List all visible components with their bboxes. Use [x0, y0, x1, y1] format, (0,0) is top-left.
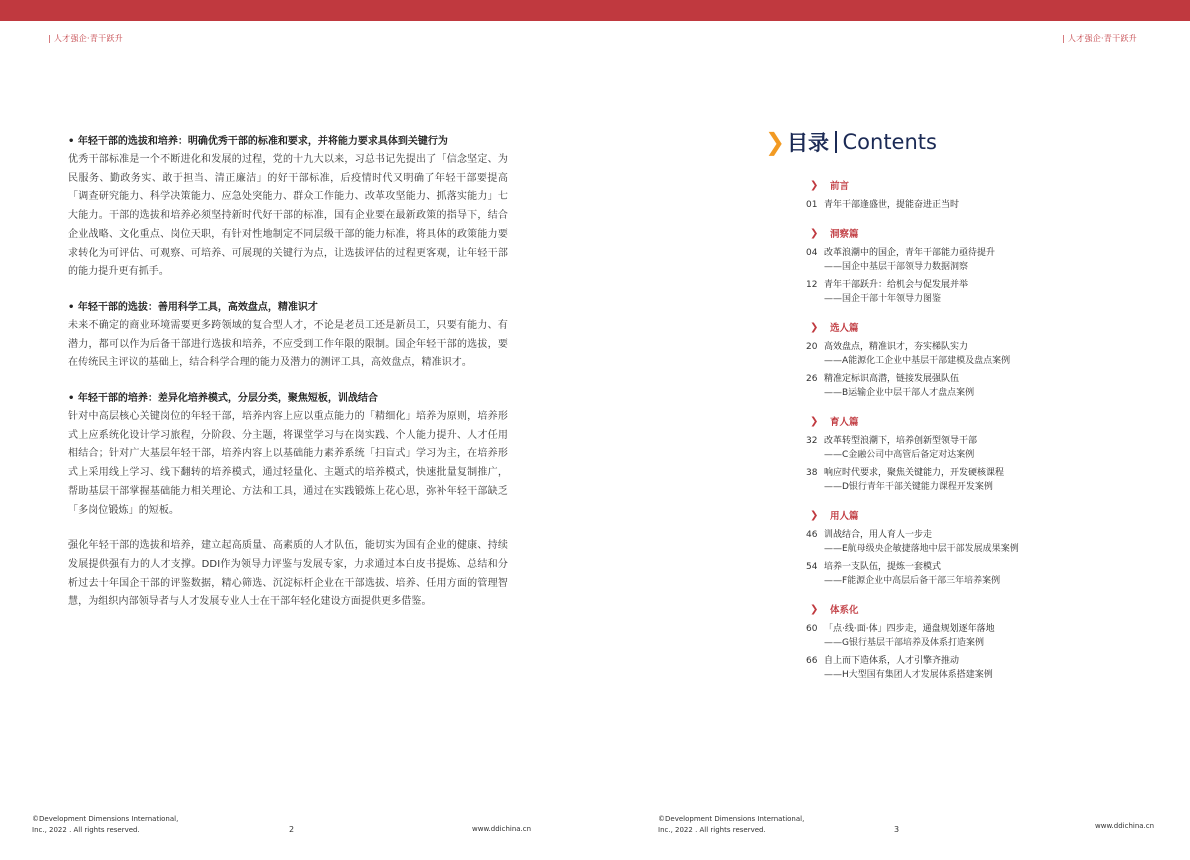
left-page-body: [68, 133, 508, 629]
toc-entry-subtitle: ——B运输企业中层干部人才盘点案例: [824, 388, 975, 398]
chevron-right-icon: ❯: [810, 227, 819, 239]
toc-entry-subtitle: ——C金融公司中高管后备定对达案例: [824, 450, 975, 460]
toc-page-number: 32: [806, 436, 818, 446]
toc-page-number: 12: [806, 280, 818, 290]
toc-page-number: 60: [806, 624, 818, 634]
toc-entry[interactable]: [806, 622, 1066, 650]
toc-group-selection: [806, 320, 1066, 400]
table-of-contents: [806, 178, 1066, 696]
toc-entry-subtitle: ——G银行基层干部培养及体系打造案例: [824, 638, 984, 648]
toc-entry-subtitle: ——D银行青年干部关键能力课程开发案例: [824, 482, 993, 492]
toc-entry[interactable]: [806, 654, 1066, 682]
toc-group-label: 前言: [830, 181, 850, 192]
toc-entry-title: 「点·线·面·体」四步走，通盘规划逐年落地: [824, 624, 995, 634]
toc-group-header: [806, 508, 1066, 522]
toc-group-label: 体系化: [830, 605, 859, 616]
copyright-line-1: ©Development Dimensions International,: [32, 815, 179, 823]
toc-page-number: 38: [806, 468, 818, 478]
toc-group-header: [806, 320, 1066, 334]
section-paragraph: 优秀干部标准是一个不断进化和发展的过程，党的十九大以来，习总书记先提出了「信念坚定、为民服务、勤政务实、敢于担当、清正廉洁」的好干部标准，后疫情时代又明确了年轻干部要提高「调查研究能力、科学决策能力、应急处突能力、群众工作能力、改革攻坚能力、抓落实能力」七大能力。干部的选拔和培养必须坚持新时代好干部的标准，国有企业要在最新政策的指导下，结合企业战略、文化重点、岗位天职，有针对性地制定不同层级干部的能力标准，将具体的政策能力要求转化为可评估、可观察、可培养、可展现的关键行为点，让选拔评估的过程更客观，让年轻干部的能力提升更有抓手。: [68, 154, 508, 278]
chevron-right-icon: ❯: [810, 603, 819, 615]
section-heading: • 年轻干部的选拔和培养：明确优秀干部的标准和要求，并将能力要求具体到关键行为: [68, 136, 448, 147]
toc-entry[interactable]: [806, 246, 1066, 274]
toc-entry-title: 响应时代要求，聚焦关键能力，开发硬核课程: [824, 468, 1005, 478]
section-paragraph: 针对中高层核心关键岗位的年轻干部，培养内容上应以重点能力的「精细化」培养为原则，培养形式上应系统化设计学习旅程，分阶段、分主题，将课堂学习与在岗实践、个人能力提升、人才任用相结合；针对广大基层年轻干部，培养内容上以基础能力素养系统「扫盲式」学习为主，在培养形式上采用线上学习、线下翻转的培养模式，通过轻量化、主题式的培养模式，快速批量复制推广，帮助基层干部掌握基础能力相关理论、方法和工具，通过在实践锻炼上花心思，弥补年轻干部缺乏「多岗位锻炼」的短板。: [68, 411, 508, 516]
toc-entry-title: 自上而下造体系，人才引擎齐推动: [824, 656, 960, 666]
section-paragraph: 未来不确定的商业环境需要更多跨领域的复合型人才，不论是老员工还是新员工，只要有能力、有潜力，都可以作为后备干部进行选拔和培养，不应受到工作年限的限制。国企年轻干部的选拔，要在传统民主评议的基础上，结合科学合理的能力及潜力的测评工具，高效盘点，精准识才。: [68, 319, 508, 369]
closing-paragraph: 强化年轻干部的选拔和培养，建立起高质量、高素质的人才队伍，能切实为国有企业的健康、持续发展提供强有力的人才支撑。DDI作为领导力评鉴与发展专家，力求通过本白皮书提炼、总结和分析过去十年国企干部的评鉴数据，精心筛选、沉淀标杆企业在干部选拔、培养、任用方面的管理智慧，为组织内部领导者与人才发展专业人士在干部年轻化建设方面提供更多借鉴。: [68, 540, 508, 608]
toc-entry-subtitle: ——A能源化工企业中基层干部建模及盘点案例: [824, 356, 1011, 366]
copyright-line-2: Inc., 2022 . All rights reserved.: [658, 826, 766, 834]
toc-group-label: 用人篇: [830, 511, 859, 522]
chevron-right-icon: ❯: [765, 128, 786, 156]
toc-page-number: 04: [806, 248, 818, 258]
toc-entry-title: 高效盘点，精准识才，夯实梯队实力: [824, 342, 969, 352]
section-selection-training: [68, 133, 508, 282]
copyright-line-1: ©Development Dimensions International,: [658, 815, 805, 823]
top-color-bar: [0, 0, 1190, 21]
toc-entry-title: 训战结合，用人育人一步走: [824, 530, 933, 540]
toc-entry-title: 培养一支队伍，提炼一套模式: [824, 562, 942, 572]
chevron-right-icon: ❯: [810, 509, 819, 521]
title-divider: [835, 131, 837, 153]
toc-group-header: [806, 178, 1066, 192]
toc-entry-subtitle: ——H大型国有集团人才发展体系搭建案例: [824, 670, 993, 680]
toc-entry-subtitle: ——F能源企业中高层后备干部三年培养案例: [824, 576, 1001, 586]
toc-title: [765, 127, 937, 157]
chevron-right-icon: ❯: [810, 179, 819, 191]
toc-page-number: 54: [806, 562, 818, 572]
toc-page-number: 26: [806, 374, 818, 384]
website-link-left[interactable]: www.ddichina.cn: [472, 825, 532, 833]
toc-entry-title: 改革转型浪潮下，培养创新型领导干部: [824, 436, 978, 446]
toc-entry-title: 青年干部逢盛世，提能奋进正当时: [824, 200, 960, 210]
toc-entry[interactable]: [806, 466, 1066, 494]
footer-copyright-right: [658, 814, 804, 836]
toc-group-employment: [806, 508, 1066, 588]
toc-group-label: 选人篇: [830, 323, 859, 334]
toc-entry-title: 改革浪潮中的国企，青年干部能力亟待提升: [824, 248, 996, 258]
toc-entry[interactable]: [806, 278, 1066, 306]
toc-group-training: [806, 414, 1066, 494]
page-number-right: 3: [894, 825, 900, 834]
toc-page-number: 46: [806, 530, 818, 540]
chevron-right-icon: ❯: [810, 321, 819, 333]
toc-page-number: 66: [806, 656, 818, 666]
toc-entry[interactable]: [806, 198, 1066, 212]
section-heading: • 年轻干部的培养：差异化培养模式，分层分类，聚焦短板，训战结合: [68, 393, 378, 405]
toc-group-header: [806, 414, 1066, 428]
toc-group-label: 育人篇: [830, 417, 859, 428]
toc-entry[interactable]: [806, 560, 1066, 588]
chevron-right-icon: ❯: [810, 415, 819, 427]
toc-entry-subtitle: ——国企干部十年领导力图鉴: [824, 294, 942, 304]
header-tag-right: | 人才强企·青干跃升: [1062, 34, 1138, 43]
page-number-left: 2: [289, 825, 295, 834]
toc-group-header: [806, 226, 1066, 240]
toc-title-en: Contents: [842, 130, 937, 154]
toc-group-preface: [806, 178, 1066, 212]
footer-copyright-left: [32, 814, 178, 836]
toc-page-number: 01: [806, 200, 818, 210]
closing-section: [68, 537, 508, 612]
toc-group-system: [806, 602, 1066, 682]
toc-entry[interactable]: [806, 528, 1066, 556]
toc-entry-subtitle: ——国企中基层干部领导力数据洞察: [824, 262, 969, 272]
section-training: [68, 390, 508, 520]
header-tag-left: | 人才强企·青干跃升: [48, 34, 124, 43]
toc-entry-title: 青年干部跃升：给机会与促发展并举: [824, 280, 969, 290]
toc-entry-title: 精准定标识高潜，链接发展强队伍: [824, 374, 960, 384]
toc-page-number: 20: [806, 342, 818, 352]
toc-group-label: 洞察篇: [830, 229, 859, 240]
section-heading: • 年轻干部的选拔：善用科学工具，高效盘点，精准识才: [68, 301, 318, 313]
toc-group-insight: [806, 226, 1066, 306]
toc-entry[interactable]: [806, 434, 1066, 462]
toc-entry[interactable]: [806, 372, 1066, 400]
section-selection: [68, 299, 508, 373]
toc-group-header: [806, 602, 1066, 616]
toc-entry[interactable]: [806, 340, 1066, 368]
website-link-right[interactable]: www.ddichina.cn: [1095, 822, 1155, 830]
toc-entry-subtitle: ——E航母级央企敏捷落地中层干部发展成果案例: [824, 544, 1019, 554]
copyright-line-2: Inc., 2022 . All rights reserved.: [32, 826, 140, 834]
toc-title-cn: 目录: [787, 131, 829, 155]
